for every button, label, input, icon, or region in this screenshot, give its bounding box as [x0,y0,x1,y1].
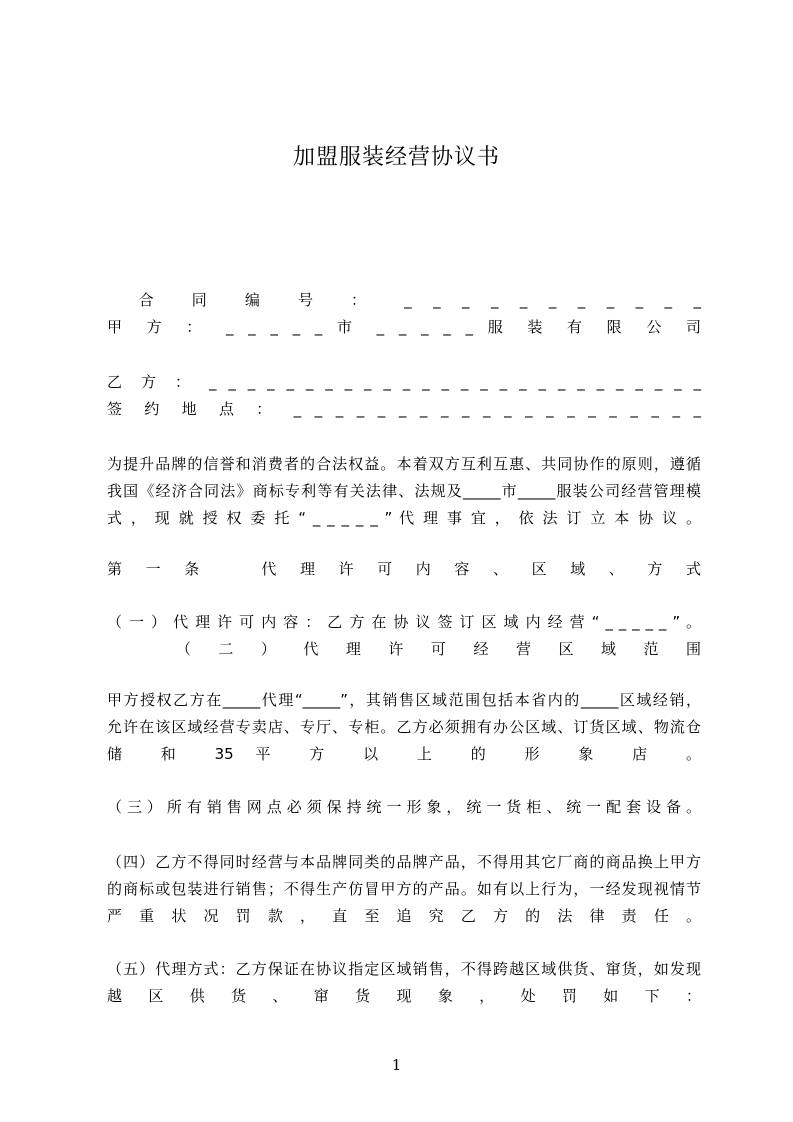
clause-2-line-3: 储 和 35 平 方 以 上 的 形 象 店 。 [107,745,701,763]
clause-1-line: （ 一 ） 代 理 许 可 内 容 ： 乙 方 在 协 议 签 订 区 域 内 经 营 “ _ _ _ _ _ ” 。 [107,613,701,631]
clause-5-line-2: 越 区 供 货 、 窜 货 现 象 ， 处 罚 如 下 ： [107,987,701,1005]
preamble-line-2: 我国《经济合同法》商标专利等有关法律、法规及_____市_____服装公司经营管理模 [107,482,701,500]
document-title: 加盟服装经营协议书 [292,145,500,170]
clause-4-line-2: 的商标或包装进行销售；不得生产仿冒甲方的产品。如有以上行为，一经发现视情节 [107,880,701,898]
contract-number-line: 合 同 编 号 ： _ _ _ _ _ _ _ _ _ _ _ [107,291,701,309]
clause-2-line-1: 甲方授权乙方在_____代理“_____”，其销售区域范围包括本省内的_____区域经销， [107,691,701,709]
preamble-line-1: 为提升品牌的信誉和消费者的合法权益。本着双方互利互惠、共同协作的原则，遵循 [107,455,701,473]
clause-4-line-1: （四）乙方不得同时经营与本品牌同类的品牌产品，不得用其它厂商的商品换上甲方 [107,853,701,871]
page-number: 1 [391,1056,402,1074]
preamble-line-3: 式 ， 现 就 授 权 委 托 “ _ _ _ _ _ ” 代 理 事 宜 ， 依 法 订 立 本 协 议 。 [107,509,701,527]
party-a-line: 甲 方 ： _ _ _ _ _ 市 _ _ _ _ _ 服 装 有 限 公 司 [107,318,701,336]
article-one-heading: 第 一 条 代 理 许 可 内 容 、 区 域 、 方 式 [107,560,701,578]
clause-2-heading: （ 二 ） 代 理 许 可 经 营 区 域 范 围 [107,640,701,658]
clause-4-line-3: 严 重 状 况 罚 款 ， 直 至 追 究 乙 方 的 法 律 责 任 。 [107,907,701,925]
clause-3-line: （ 三 ） 所 有 销 售 网 点 必 须 保 持 统 一 形 象 ， 统 一 货 柜 、 统 一 配 套 设 备 。 [107,798,701,816]
clause-2-line-2: 允许在该区域经营专卖店、专厅、专柜。乙方必须拥有办公区域、订货区域、物流仓 [107,718,701,736]
signing-place-line: 签 约 地 点 ： _ _ _ _ _ _ _ _ _ _ _ _ _ _ _ _ _ _ _ _ [107,400,701,418]
party-b-line: 乙 方 ： _ _ _ _ _ _ _ _ _ _ _ _ _ _ _ _ _ _ _ _ _ _ _ _ _ _ [107,373,701,391]
clause-5-line-1: （五）代理方式：乙方保证在协议指定区域销售，不得跨越区域供货、窜货，如发现 [107,960,701,978]
